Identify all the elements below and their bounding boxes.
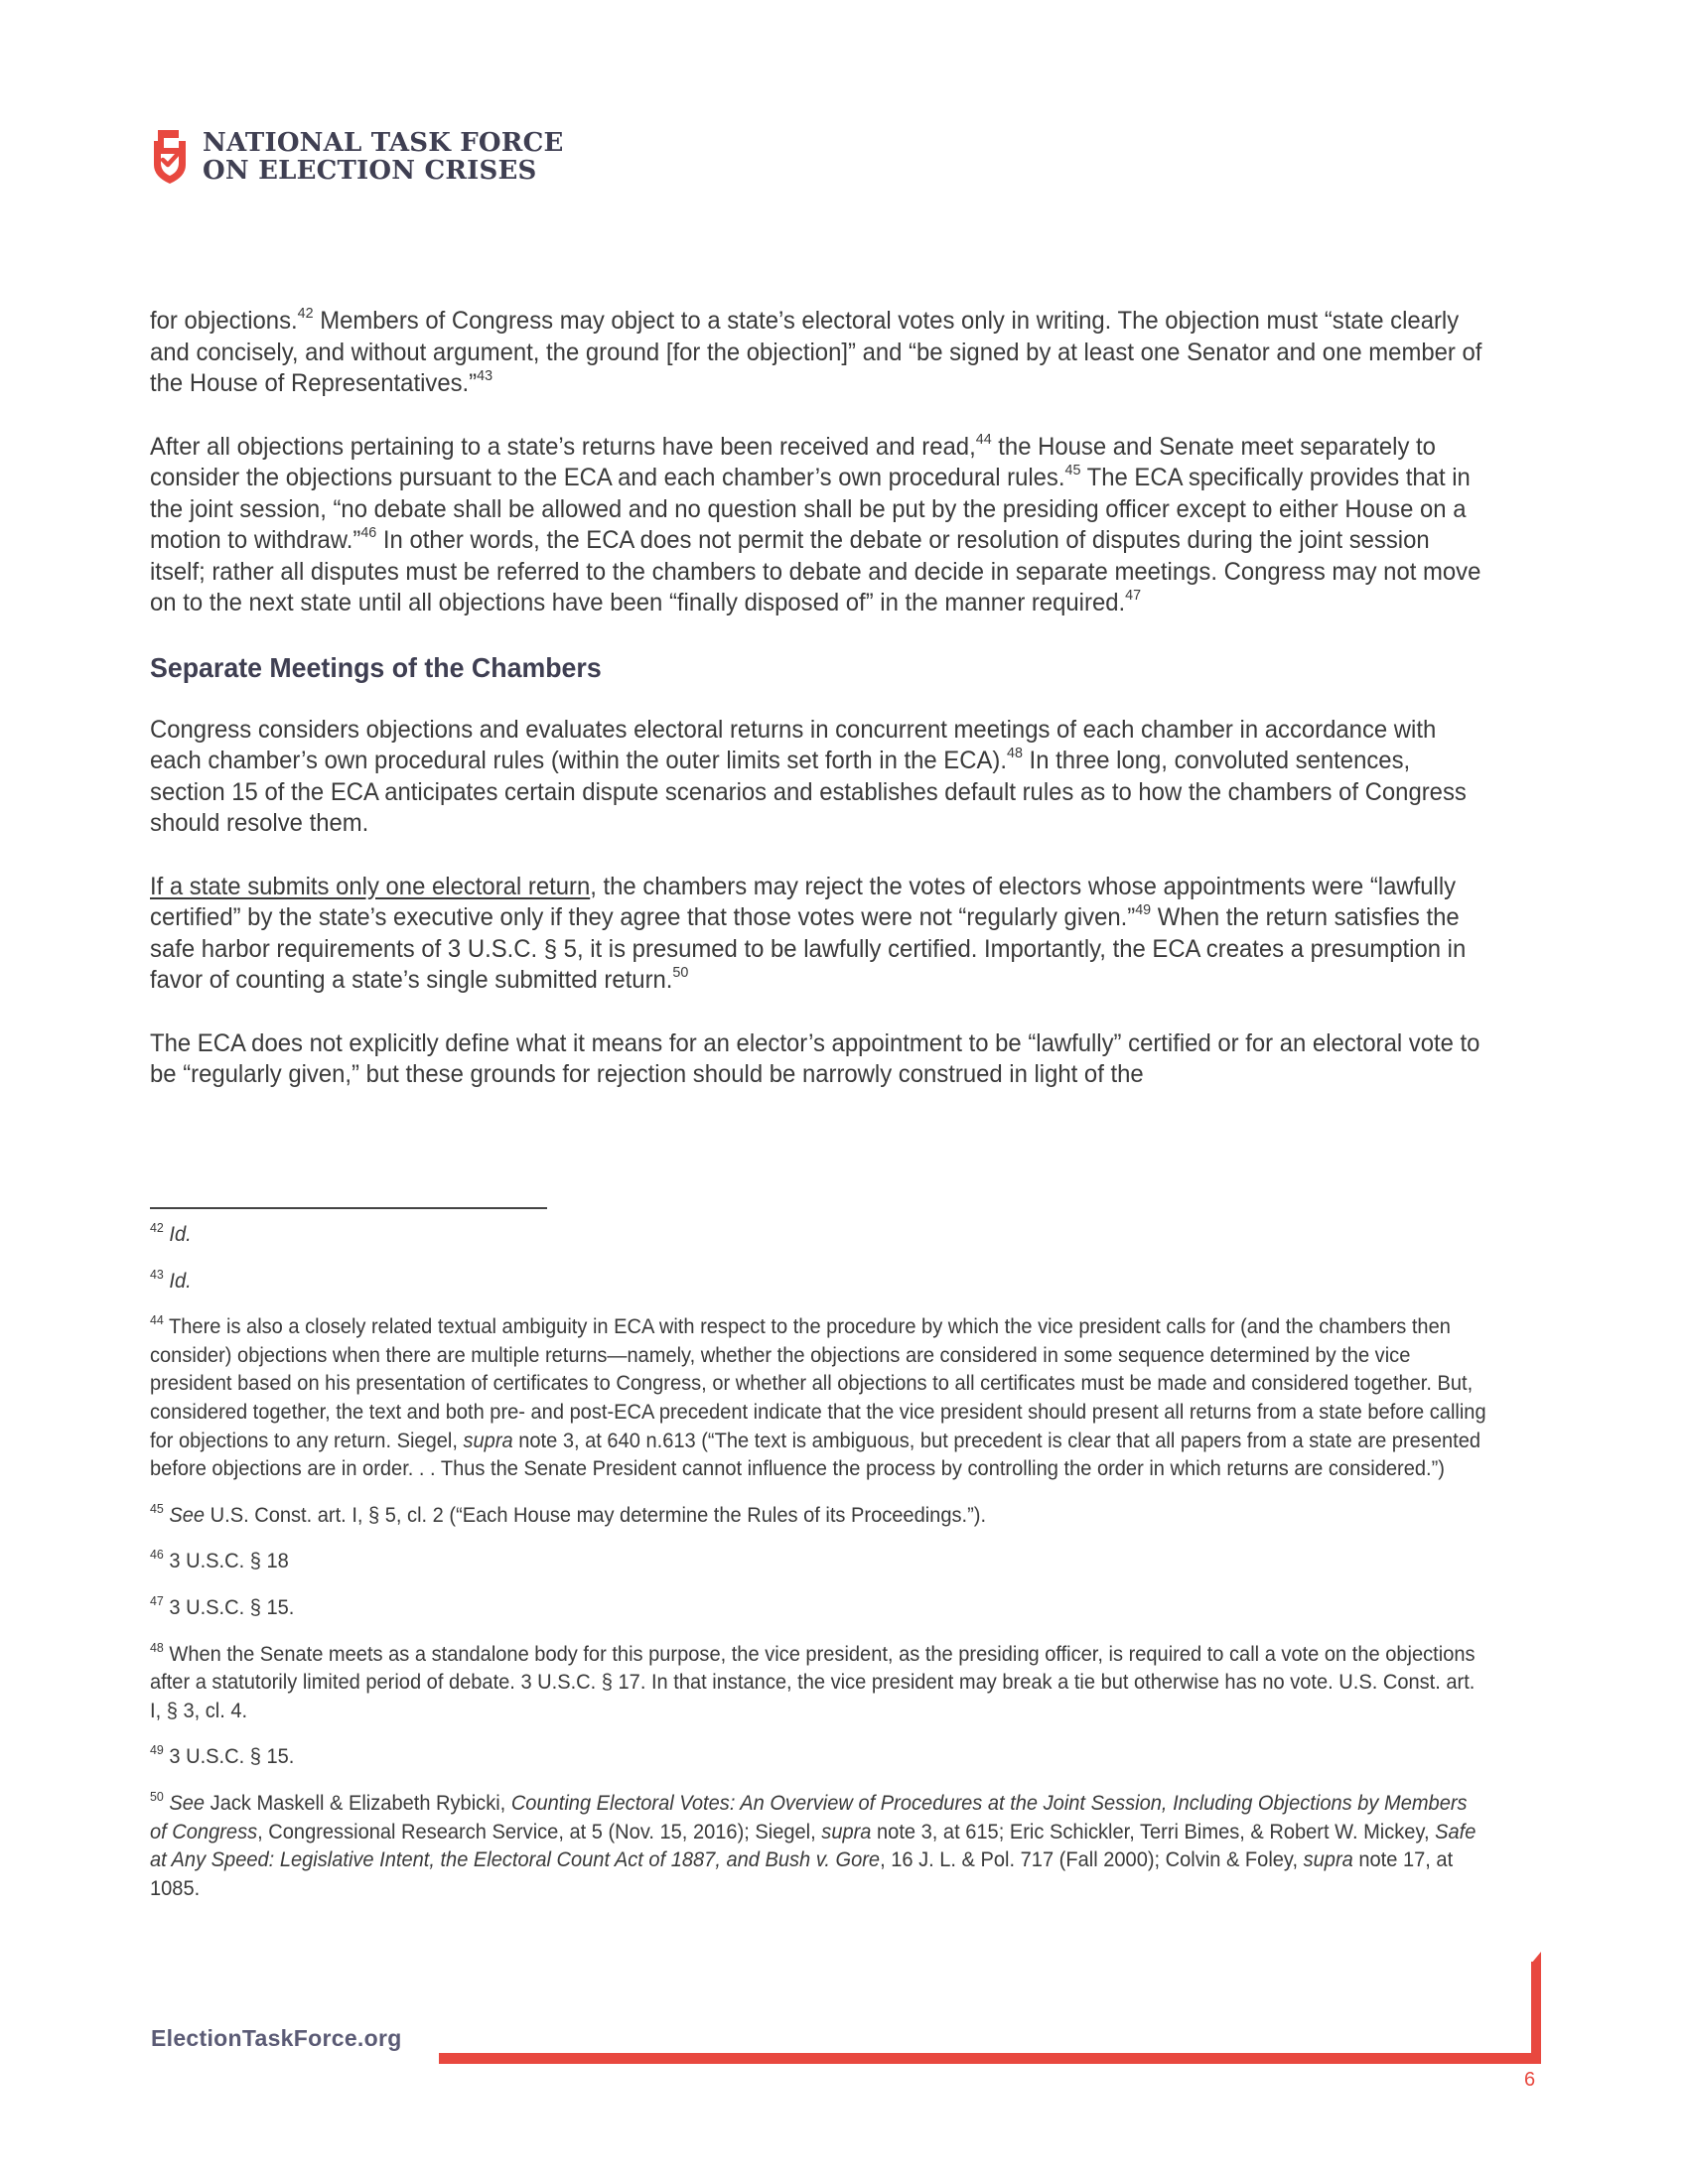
footnote-43: $^{43}$ Id. (150, 1266, 192, 1293)
paragraph-objections-writing: for objections.$^{42}$ Members of Congress may object to a state’s electoral votes only in writing. The objection must “state clearly and concisely, and without argument, the ground [for the objection]” and “be signed by at least one Senator and one member of the House of Representatives.”$^{43}$ (150, 305, 1482, 397)
footnote-ref-46[interactable]: 46 (360, 524, 377, 541)
footnote-ref-49[interactable]: 49 (1135, 901, 1152, 918)
page-number: 6 (1524, 2069, 1536, 2091)
paragraph-lawfully-certified: The ECA does not explicitly define what it means for an elector’s appointment to be “lawfully” certified or for an electoral vote to be “regularly given,” but these grounds for rejection should be narrowly construed in light of the (150, 1028, 1480, 1088)
underlined-phrase: If a state submits only one electoral return (150, 872, 591, 900)
footer-accent-tip (1531, 1952, 1541, 1964)
paragraph-separate-consideration: After all objections pertaining to a state’s returns have been received and read,$^{44}$ the House and Senate meet separately to consider the objections pursuant to the ECA and each chamber’s own procedural rules.$^{45}$ The ECA specifically provides that in the joint session, “no debate shall be allowed and no question shall be put by the presiding officer except to either House on a motion to withdraw.”$^{46}$ In other words, the ECA does not permit the debate or resolution of disputes during the joint session itself; rather all disputes must be referred to the chambers to debate and decide in separate meetings. Congress may not move on to the next state until all objections have been “finally disposed of” in the manner required.$^{47}$ (150, 430, 1481, 616)
paragraph-concurrent-meetings: Congress considers objections and evaluates electoral returns in concurrent meetings of each chamber in accordance with each chamber’s own procedural rules (within the outer limits set forth in the ECA).$^{48}$ In three long, convoluted sentences, section 15 of the ECA anticipates certain dispute scenarios and establishes default rules as to how the chambers of Congress should resolve them. (150, 715, 1467, 837)
main-body (150, 306, 1487, 1123)
footnote-ref-42[interactable]: 42 (297, 305, 314, 322)
organization-name (203, 129, 564, 185)
footnote-50: $^{50}$ See Jack Maskell & Elizabeth Rybicki, Counting Electoral Votes: An Overview of Procedures at the Joint Session, Including Objections by Members of Congress, Congressional Research Service, at 5 (Nov. 15, 2016); Siegel, supra note 3, at 615; Eric Schickler, Terri Bimes, & Robert W. Mickey, Safe at Any Speed: Legislative Intent, the Electoral Count Act of 1887, and Bush v. Gore, 16 J. L. & Pol. 717 (Fall 2000); Colvin & Foley, supra note 17, at 1085. (150, 1788, 1477, 1900)
paragraph-single-return: If a state submits only one electoral return, the chambers may reject the votes of electors whose appointments were “lawfully certified” by the state’s executive only if they agree that those votes were not “regularly given.”$^{49}$ When the return satisfies the safe harbor requirements of 3 U.S.C. § 5, it is presumed to be lawfully certified. Importantly, the ECA creates a presumption in favor of counting a state’s single submitted return.$^{50}$ (150, 872, 1467, 994)
footnote-46: $^{46}$ 3 U.S.C. § 18 (150, 1547, 289, 1573)
organization-logo (149, 127, 564, 187)
footnote-42: $^{42}$ Id. (150, 1220, 192, 1246)
footnote-divider (150, 1207, 547, 1209)
logo-line-2: ON ELECTION CRISES (203, 156, 537, 186)
footnote-ref-50[interactable]: 50 (672, 964, 689, 981)
footnote-ref-45[interactable]: 45 (1064, 462, 1081, 478)
website-link[interactable]: ElectionTaskForce.org (151, 2025, 402, 2051)
footnote-ref-48[interactable]: 48 (1006, 745, 1023, 761)
footnote-ref-47[interactable]: 47 (1125, 587, 1142, 604)
footnote-ref-43[interactable]: 43 (477, 367, 493, 384)
footnote-48: $^{48}$ When the Senate meets as a standalone body for this purpose, the vice president, as the presiding officer, is required to call a vote on the objections after a statutorily limited period of debate. 3 U.S.C. § 17. In that instance, the vice president may break a tie but otherwise has no vote. U.S. Const. art. I, § 3, cl. 4. (150, 1639, 1476, 1722)
footnote-45: $^{45}$ See U.S. Const. art. I, § 5, cl. 2 (“Each House may determine the Rules of its Proceedings.”). (150, 1500, 987, 1527)
footnote-44: $^{44}$ There is also a closely related textual ambiguity in ECA with respect to the procedure by which the vice president calls for (and the chambers then consider) objections when there are multiple returns—namely, whether the objections are considered in some sequence determined by the vice president based on his presentation of certificates to Congress, or whether all objections to all certificates must be made and considered together. But, considered together, the text and both pre- and post-ECA precedent indicate that the vice president should present all returns from a state before calling for objections to any return. Siegel, supra note 3, at 640 n.613 (“The text is ambiguous, but precedent is clear that all papers from a state are presented before objections are in order. . . Thus the Senate President cannot influence the process by controlling the order in which returns are considered.”) (150, 1312, 1486, 1481)
footnote-49: $^{49}$ 3 U.S.C. § 15. (150, 1742, 295, 1769)
footer-accent-corner (1531, 1962, 1541, 2064)
logo-line-1: NATIONAL TASK FORCE (203, 128, 564, 158)
ballot-shield-icon (149, 127, 191, 187)
footnotes (150, 1221, 1487, 1921)
footer-accent-bar (439, 2053, 1541, 2064)
footnote-47: $^{47}$ 3 U.S.C. § 15. (150, 1592, 295, 1619)
section-heading: Separate Meetings of the Chambers (150, 651, 602, 683)
footnote-ref-44[interactable]: 44 (975, 430, 992, 448)
